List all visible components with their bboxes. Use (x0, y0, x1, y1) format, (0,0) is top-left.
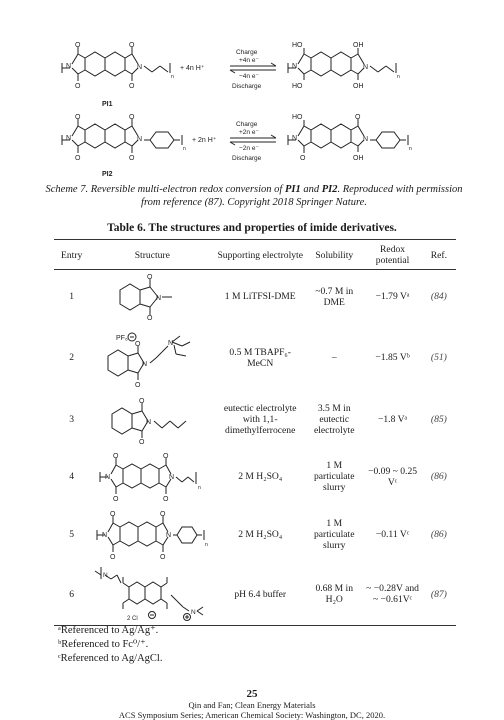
pi2-reduced-structure (288, 119, 408, 153)
structure-pi2-polymer (93, 509, 211, 561)
cell-solubility: ~0.7 M in DME (315, 285, 354, 308)
scheme-atom: O (300, 155, 306, 162)
footer-authors: Qin and Fan; Clean Energy Materials (188, 700, 316, 710)
equilibrium-arrow (230, 63, 276, 73)
struct-atom: O (163, 452, 169, 460)
page-number: 25 (246, 688, 258, 700)
cell-potential: −1.79 Vᵃ (375, 291, 410, 303)
pi1-structure (62, 47, 170, 81)
cell-potential: −0.09 ~ 0.25 Vᶜ (368, 465, 418, 488)
cell-ref: (85) (430, 414, 447, 425)
cell-structure (89, 564, 215, 626)
struct-atom: N (168, 339, 174, 347)
footnote-c: ᶜReferenced to Ag/AgCl. (58, 653, 163, 664)
cell-structure (89, 506, 215, 564)
table-header-row (54, 240, 456, 270)
scheme-atom: O (129, 42, 135, 49)
cell-entry: 1 (69, 291, 75, 303)
cell-ref: (86) (430, 471, 447, 482)
pi2-reagent: + 2n H⁺ (192, 137, 217, 144)
scheme-atom: N (292, 63, 298, 70)
scheme-atom: N (363, 64, 369, 71)
scheme-atom: N (66, 63, 72, 70)
struct-atom: N (166, 531, 172, 539)
header-potential: Redox potential (363, 240, 421, 270)
table-row (54, 448, 456, 506)
scheme-atom: O (75, 42, 81, 49)
cell-structure (89, 448, 215, 506)
struct-atom: O (113, 495, 119, 503)
pf6-label: PF₆ (116, 334, 129, 342)
header-ref: Ref. (422, 240, 456, 270)
footnote-b: ᵇReferenced to Fc⁰/⁺. (58, 639, 149, 650)
cell-entry: 5 (69, 529, 75, 540)
caption-compound: PI1 (284, 184, 301, 195)
scheme-atom: OH (353, 42, 364, 49)
pi1-reagent: + 4n H⁺ (180, 65, 205, 72)
cell-solubility: 1 M particulate slurry (314, 460, 355, 493)
struct-atom: O (160, 510, 166, 518)
pi2-structure (62, 119, 182, 153)
struct-atom: O (163, 495, 169, 503)
scheme-atom: N (363, 136, 369, 143)
struct-atom: N (191, 609, 196, 617)
scheme-atom: OH (353, 83, 364, 90)
scheme-atom: O (129, 83, 135, 90)
cell-electrolyte: 0.5 M TBAPF₆-MeCN (229, 346, 291, 369)
cell-entry: 2 (69, 352, 75, 363)
cell-ref: (87) (422, 564, 456, 626)
caption-text: Scheme 7. Reversible multi-electron redox conversion of (45, 184, 285, 195)
cell-ref: (86) (430, 529, 447, 540)
pi1-charge-electrons: +4n e⁻ (239, 57, 259, 64)
equilibrium-arrow (230, 135, 276, 145)
cell-potential: ~ −0.28V and ~ −0.61Vᶜ (363, 564, 421, 626)
scheme-atom: N (66, 135, 72, 142)
pi2-charge-label: Charge (236, 121, 258, 128)
table-row (54, 270, 456, 324)
struct-atom: O (139, 438, 145, 444)
table-title: Table 6. The structures and properties of imide derivatives. (107, 222, 397, 234)
struct-atom: O (113, 452, 119, 460)
cell-ref: (84) (430, 291, 447, 303)
pi2-label: PI2 (102, 171, 113, 178)
caption-compound: PI2 (321, 184, 338, 195)
pi2-charge-electrons: +2n e⁻ (239, 129, 259, 136)
cell-potential: −0.11 Vᶜ (375, 529, 410, 540)
cell-structure (89, 324, 215, 392)
caption-text: . Reproduced with permission from reference (87). Copyright 2018 Springer Nature. (141, 184, 463, 208)
cell-ref: (51) (430, 352, 447, 363)
scheme-7-figure (40, 42, 470, 182)
pi2-discharge-electrons: −2n e⁻ (239, 145, 259, 152)
cell-entry: 3 (69, 414, 75, 425)
scheme-n-index: n (183, 146, 186, 152)
scheme-atom: O (75, 114, 81, 121)
struct-atom: N (102, 531, 108, 539)
scheme-atom: HO (292, 42, 303, 49)
scheme-caption (44, 183, 464, 209)
table-row (54, 324, 456, 392)
pi1-discharge-electrons: −4n e⁻ (239, 73, 259, 80)
cell-potential: −1.85 Vᵇ (375, 352, 410, 363)
header-solubility: Solubility (305, 240, 363, 270)
struct-atom: O (110, 553, 116, 561)
cell-electrolyte: eutectic electrolyte with 1,1-dimethylferrocene (223, 403, 297, 436)
struct-n-index: n (198, 484, 202, 491)
scheme-atom: N (137, 64, 143, 71)
scheme-atom: HO (292, 83, 303, 90)
table-row (54, 392, 456, 448)
struct-atom: O (110, 510, 116, 518)
cell-electrolyte: 2 M H₂SO₄ (238, 529, 283, 540)
struct-atom: N (105, 473, 111, 481)
table-row (54, 506, 456, 564)
scheme-atom: OH (353, 155, 364, 162)
cell-structure (89, 392, 215, 448)
cell-entry: 6 (54, 564, 89, 626)
scheme-atom: O (75, 155, 81, 162)
header-entry: Entry (54, 240, 89, 270)
cell-solubility: 1 M particulate slurry (314, 518, 355, 551)
struct-atom: N (169, 473, 175, 481)
scheme-atom: O (355, 114, 361, 121)
cell-structure (89, 270, 215, 324)
struct-atom: O (135, 340, 141, 348)
structure-phthalimide-ammonium (104, 328, 200, 388)
table-row (54, 564, 456, 626)
cell-electrolyte: 2 M H₂SO₄ (238, 471, 283, 482)
scheme-n-index: n (397, 74, 400, 80)
structure-pi1-polymer (96, 451, 208, 503)
struct-atom: N (142, 360, 148, 368)
cell-solubility: – (331, 352, 337, 363)
scheme-atom: N (137, 136, 143, 143)
table-footnotes (58, 624, 162, 666)
scheme-atom: N (292, 135, 298, 142)
scheme-atom: O (129, 114, 135, 121)
pi1-discharge-label: Discharge (232, 83, 262, 90)
scheme-n-index: n (409, 146, 412, 152)
struct-atom: O (147, 273, 153, 281)
caption-text: and (300, 184, 322, 195)
struct-atom: O (160, 553, 166, 561)
cell-solubility: 0.68 M in H₂O (305, 564, 363, 626)
struct-n-index: n (205, 541, 209, 548)
struct-atom: N (156, 294, 162, 302)
struct-atom: O (147, 314, 153, 320)
pi1-charge-label: Charge (236, 49, 258, 56)
footnote-a: ᵃReferenced to Ag/Ag⁺. (58, 625, 159, 636)
struct-atom: O (139, 397, 145, 405)
struct-atom: N (146, 418, 152, 426)
pi2-discharge-label: Discharge (232, 155, 262, 162)
struct-atom: O (135, 381, 141, 388)
chloride-label: 2 Cl (127, 616, 138, 623)
cell-electrolyte: 1 M LiTFSI-DME (224, 291, 296, 303)
scheme-atom: O (75, 83, 81, 90)
pi1-reduced-structure (288, 48, 396, 80)
pi1-label: PI1 (102, 101, 113, 108)
cell-potential: −1.8 Vᵃ (377, 414, 408, 425)
structure-phthalimide-methyl (112, 274, 192, 320)
cell-electrolyte: pH 6.4 buffer (215, 564, 305, 626)
imide-table (54, 239, 456, 626)
header-electrolyte: Supporting electrolyte (215, 240, 305, 270)
struct-atom: N (103, 572, 108, 580)
structure-phthalimide-butyl (104, 396, 200, 444)
cell-solubility: 3.5 M in eutectic electrolyte (314, 403, 355, 436)
structure-ndi-ammonium (91, 565, 213, 623)
scheme-atom: HO (292, 114, 303, 121)
scheme-n-index: n (171, 74, 174, 80)
header-structure: Structure (89, 240, 215, 270)
footer-series: ACS Symposium Series; American Chemical Society: Washington, DC, 2020. (118, 710, 386, 720)
cell-entry: 4 (69, 471, 75, 482)
scheme-atom: O (129, 155, 135, 162)
